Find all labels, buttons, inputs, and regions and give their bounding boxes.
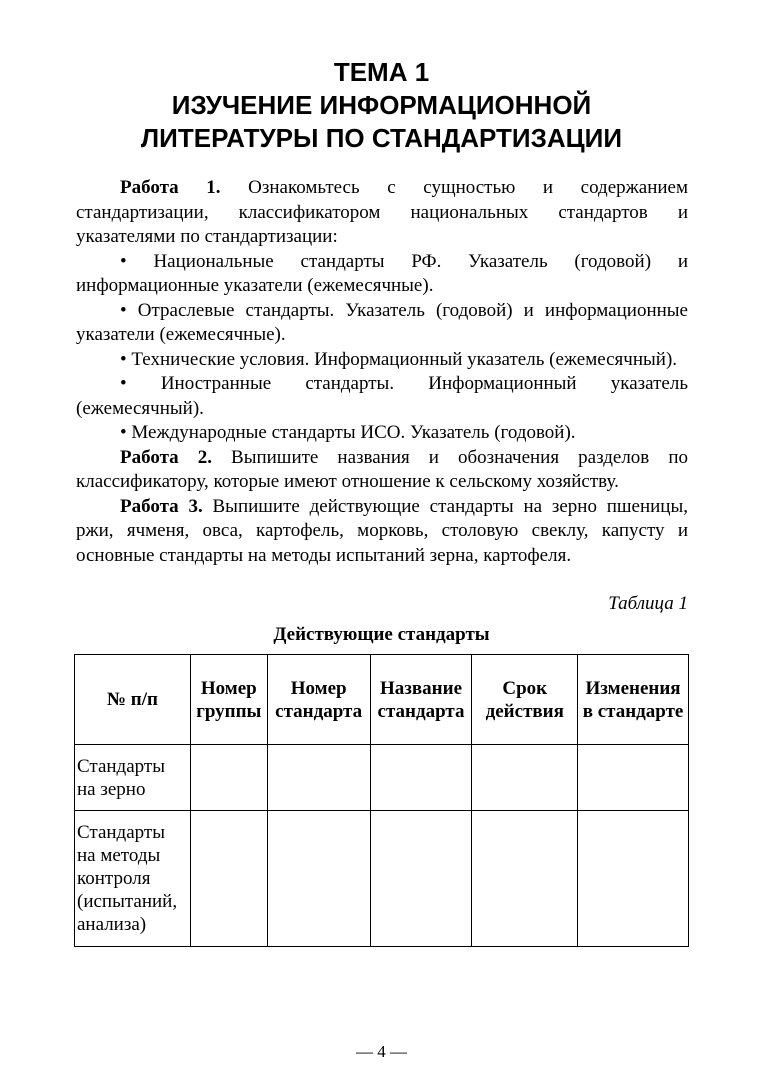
table-cell [267,745,370,811]
header-standard-name: Название стандарта [370,655,472,745]
work-1-label: Работа 1. [120,177,221,198]
table-cell [190,811,267,947]
header-standard-number: Номер стандарта [267,655,370,745]
table-header-row [75,655,689,745]
assignments-text [76,176,688,568]
header-number: № п/п [75,655,191,745]
table-cell [190,745,267,811]
row-label-grain: Стандарты на зерно [75,745,191,811]
page-number: — 4 — [356,1042,407,1061]
header-validity: Срок действия [472,655,578,745]
table-caption: Действующие стандарты [273,624,490,645]
table-number: Таблица 1 [608,593,688,614]
work-2-paragraph [76,446,688,495]
table-cell [578,811,689,947]
work-1-item-foreign: • Иностранные стандарты. Информационный указатель (ежемесячный). [76,373,688,419]
work-1-item-technical: • Технические условия. Информационный указатель (ежемесячный). [120,348,678,370]
work-3-paragraph [76,495,688,569]
table-cell [472,745,578,811]
topic-title-line-2: ЛИТЕРАТУРЫ ПО СТАНДАРТИЗАЦИИ [140,123,623,153]
header-group-number: Номер группы [190,655,267,745]
work-2-text: Выпишите названия и обозначения разделов по классификатору, которые имеют отношение к сельскому хозяйству. [76,446,688,492]
table-cell [578,745,689,811]
work-2-label: Работа 2. [120,446,212,468]
work-1-paragraph [76,176,688,250]
table-row [75,811,689,947]
row-label-methods: Стандарты на методы контроля (испытаний, анализа) [75,811,191,947]
work-1-item-iso: • Международные стандарты ИСО. Указатель (годовой). [120,422,576,443]
table-cell [370,811,472,947]
standards-table [74,654,689,947]
table-cell [370,745,472,811]
topic-title-line-1: ИЗУЧЕНИЕ ИНФОРМАЦИОННОЙ [171,90,592,120]
work-1-item-industry: • Отраслевые стандарты. Указатель (годовой) и информационные указатели (ежемесячные). [76,299,688,345]
table-cell [472,811,578,947]
header-changes: Изменения в стандарте [578,655,689,745]
work-1-item-national: • Национальные стандарты РФ. Указатель (годовой) и информационные указатели (ежемесячные). [76,250,688,296]
table-cell [267,811,370,947]
work-1-text: Ознакомьтесь с сущностью и содержанием стандартизации, классификатором национальных стандартов и указателями по стандартизации: [76,177,689,247]
work-3-label: Работа 3. [120,495,203,517]
topic-number: ТЕМА 1 [333,57,430,87]
work-3-text: Выпишите действующие стандарты на зерно пшеницы, ржи, ячменя, овса, картофель, морковь, столовую свеклу, капусту и основные стандарты на методы испытаний зерна, картофеля. [76,495,688,566]
table-row [75,745,689,811]
